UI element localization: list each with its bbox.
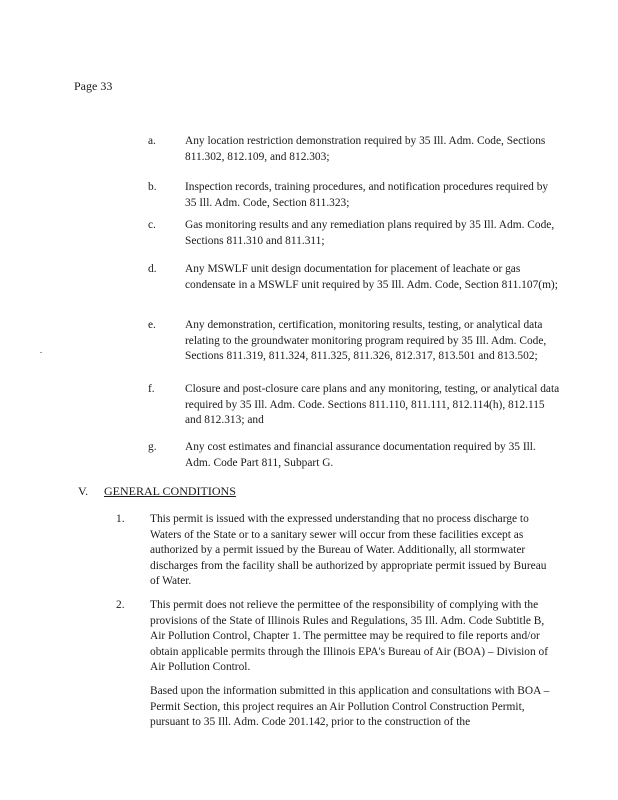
list-item-letter: g. [148,441,157,453]
condition-number: 1. [116,513,125,525]
page-number: Page 33 [74,79,113,93]
scan-artifact [40,352,42,353]
list-item-text: Any demonstration, certification, monitoring results, testing, or analytical data relating to the groundwater monitoring program required by 35 Ill. Adm. Code, Sections 811.319, 811.324, 811.325, 811.326, 812.317, 813.501 and 813.502; [185,319,547,363]
list-item-letter: b. [148,181,157,193]
section-title: GENERAL CONDITIONS [104,484,236,498]
list-item-text: Closure and post-closure care plans and any monitoring, testing, or analytical data required by 35 Ill. Adm. Code. Sections 811.110, 811.111, 812.114(h), 812.115 and 812.313; and [185,383,560,427]
list-item-letter: f. [148,383,155,395]
list-item-text: Gas monitoring results and any remediation plans required by 35 Ill. Adm. Code, Sections 811.310 and 811.311; [185,219,555,247]
list-item-letter: e. [148,319,156,331]
section-number: V. [78,484,89,498]
list-item-letter: a. [148,135,156,147]
list-item-text: Inspection records, training procedures, and notification procedures required by 35 Ill. Adm. Code, Section 811.323; [185,181,549,209]
list-item-text: Any MSWLF unit design documentation for placement of leachate or gas condensate in a MSWLF unit required by 35 Ill. Adm. Code, Section 811.107(m); [185,263,558,291]
list-item-letter: c. [148,219,156,231]
condition-text: This permit is issued with the expressed understanding that no process discharge to Waters of the State or to a sanitary sewer will occur from these facilities except as authorized by a permit issued by the Bureau of Water. Additionally, all stormwater discharges from the facility shall be authorized by appropriate permit issued by Bureau of Water. [150,513,547,588]
list-item-text: Any location restriction demonstration required by 35 Ill. Adm. Code, Sections 811.302, 812.109, and 812.303; [185,135,546,163]
continuation-paragraph: Based upon the information submitted in this application and consultations with BOA – Permit Section, this project requires an Air Pollution Control Construction Permit, pursuant to 35 Ill. Adm. Code 201.142, prior to the construction of the [150,685,550,729]
condition-number: 2. [116,599,125,611]
list-item-text: Any cost estimates and financial assurance documentation required by 35 Ill. Adm. Code Part 811, Subpart G. [185,441,536,469]
condition-text: This permit does not relieve the permittee of the responsibility of complying with the provisions of the State of Illinois Rules and Regulations, 35 Ill. Adm. Code Subtitle B, Air Pollution Control, Chapter 1. The permittee may be required to file reports and/or obtain applicable permits through the Illinois EPA's Bureau of Air (BOA) – Division of Air Pollution Control. [150,599,549,674]
list-item-letter: d. [148,263,157,275]
